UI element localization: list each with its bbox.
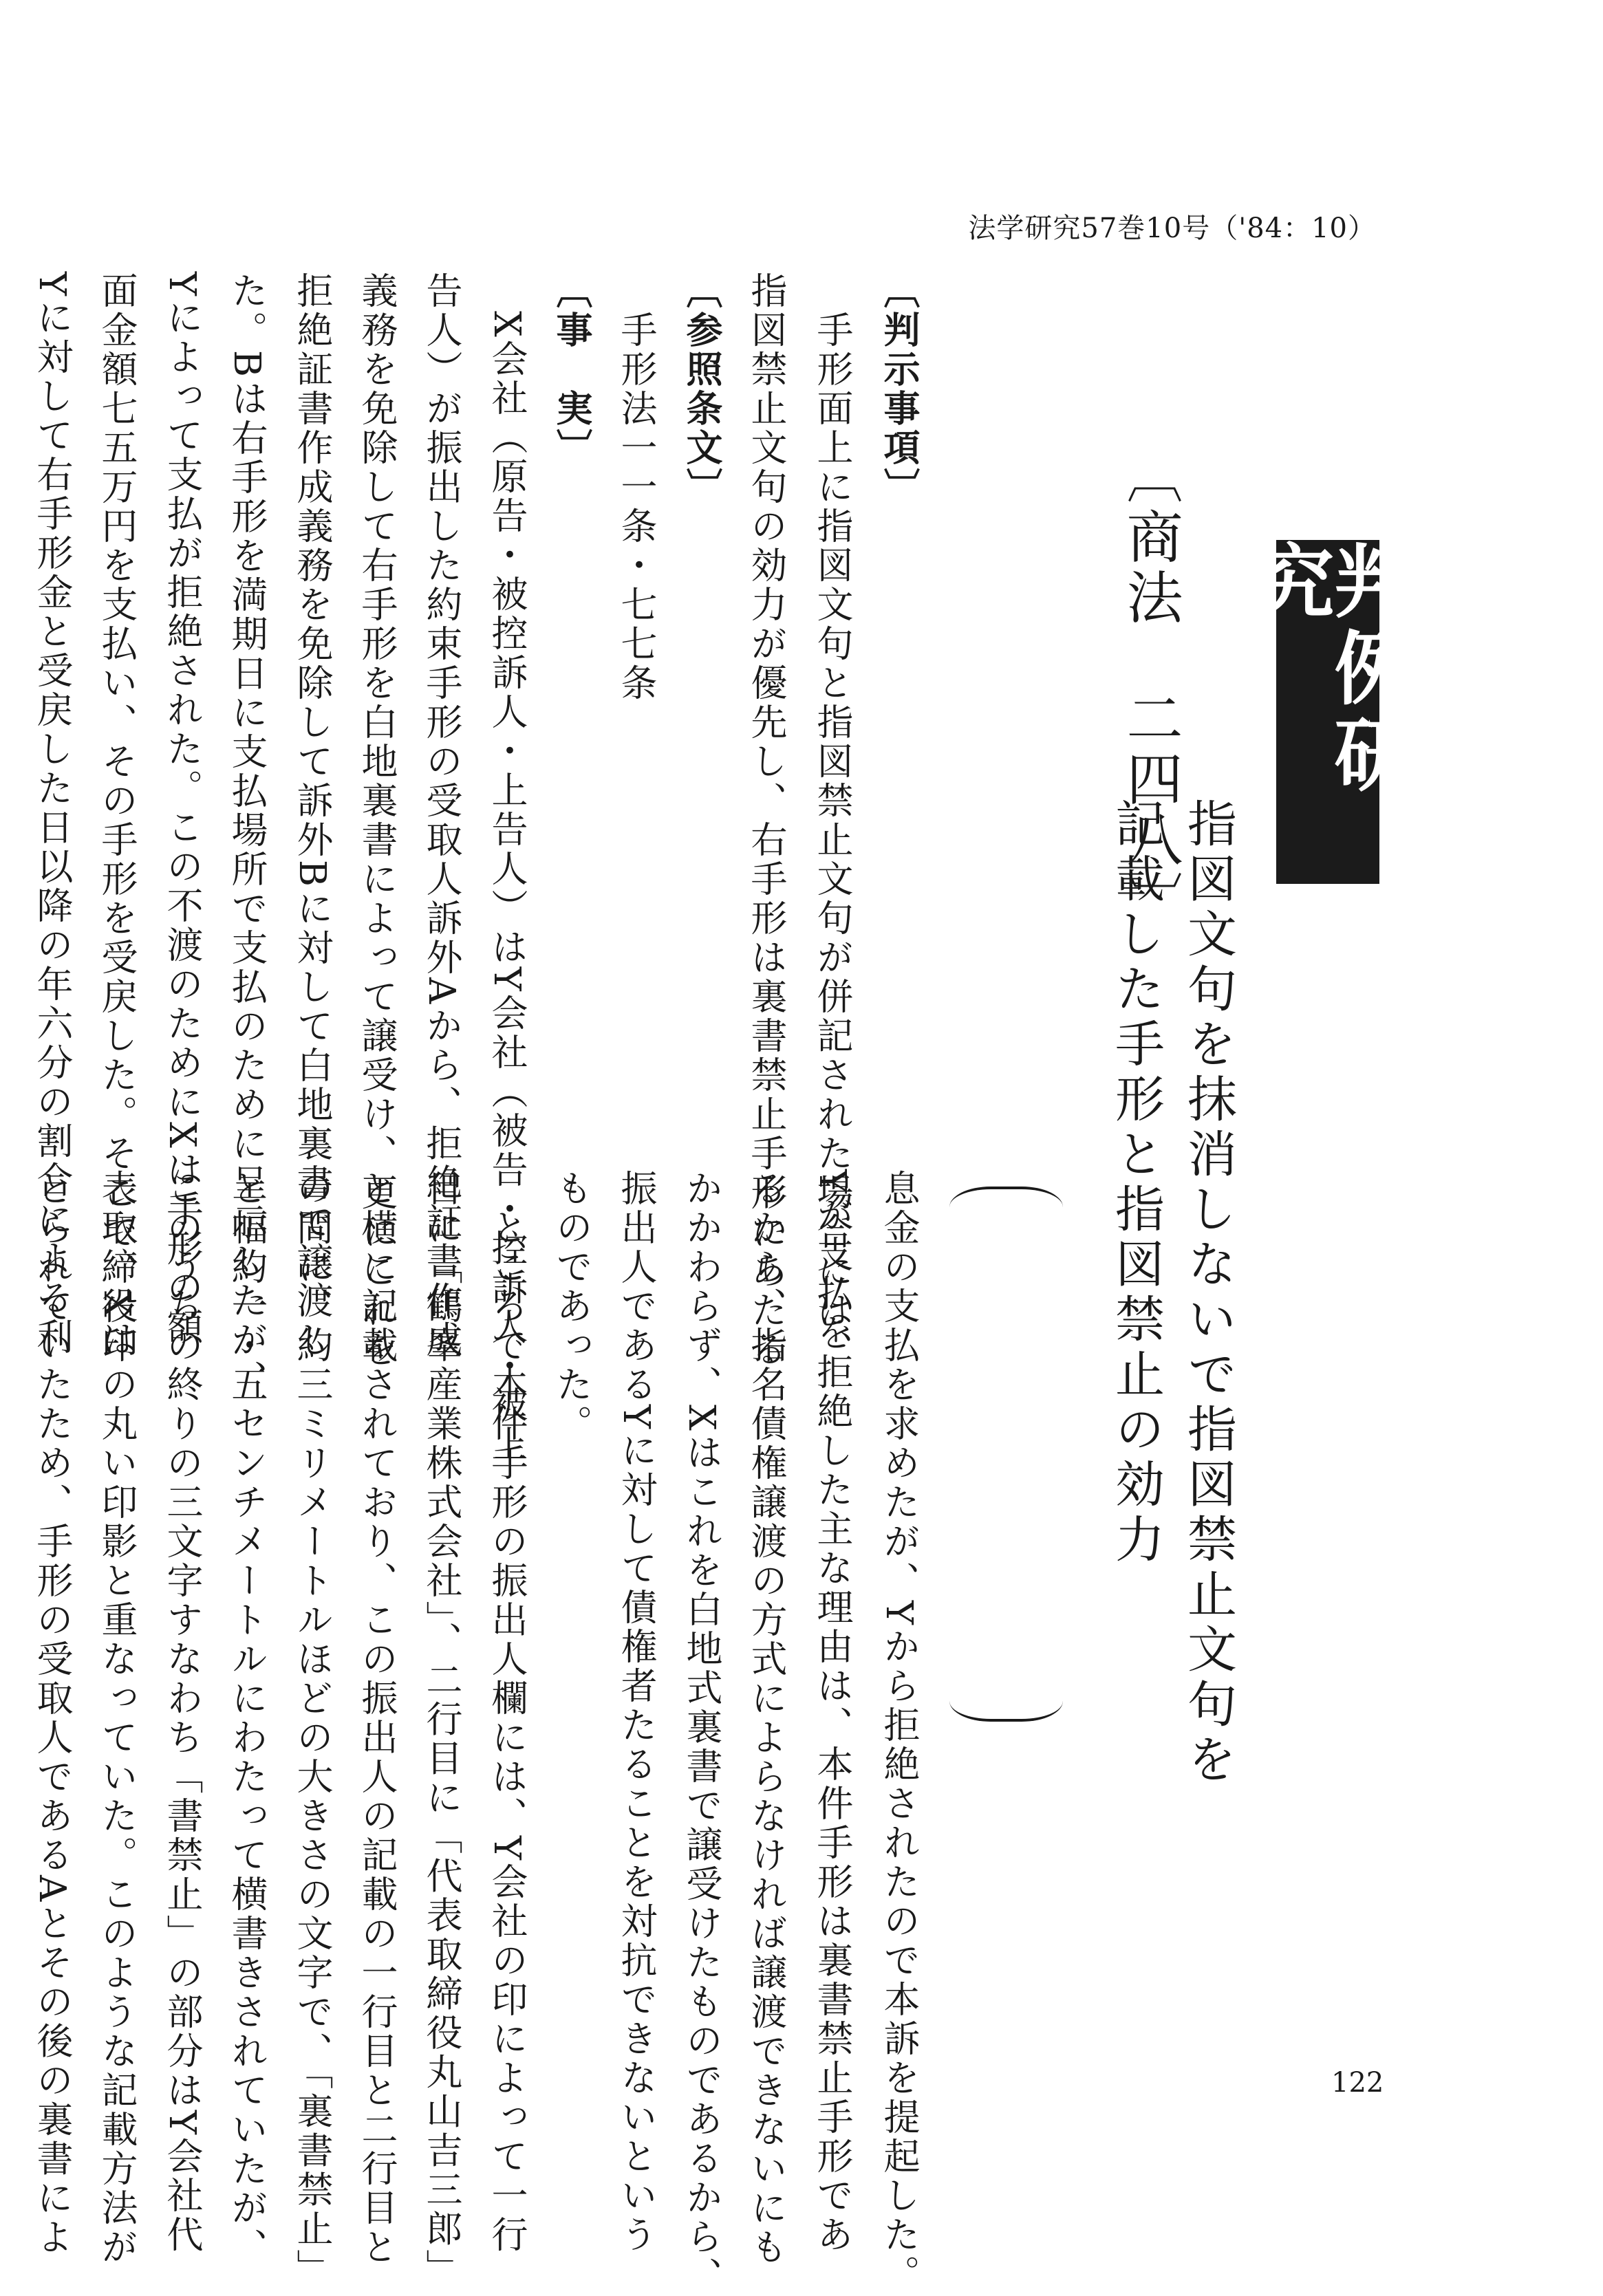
- body-column: とられていたため、手形の受取人であるAとその後の裏書によ: [31, 1169, 73, 2257]
- body-column: このうちの終りの三文字すなわち「書禁止」の部分はY会社代: [161, 1169, 203, 2255]
- body-column: 告人）が振出した約束手形の受取人訴外Aから、拒絶証書作成: [420, 272, 462, 1360]
- body-column: 手形面上に指図文句と指図禁止文句が併記された場合には、: [811, 272, 853, 1369]
- body-column: と横に記載されており、この振出人の記載の一行目と二行目と: [356, 1169, 398, 2267]
- article-title-line-1: 指図文句を抹消しないで指図禁止文句を: [1179, 798, 1237, 1788]
- body-column: るから、指名債権譲渡の方式によらなければ譲渡できないにも: [745, 1169, 787, 2267]
- body-column: と幅約一・五センチメートルにわたって横書きされていたが、: [226, 1169, 268, 2267]
- body-column: 義務を免除して右手形を白地裏書によって譲受け、更にこれを: [356, 272, 398, 1369]
- body-column: かかわらず、Xはこれを白地式裏書で譲受けたものであるから、: [680, 1169, 722, 2296]
- section-heading-statutes: 〔参照条文〕: [680, 272, 723, 507]
- citation-block: [960, 1204, 1603, 1744]
- badge-text: 判例研究: [1241, 540, 1414, 800]
- page-number: 122: [1331, 2067, 1384, 2099]
- article-title-line-2: 記載した手形と指図禁止の効力: [1107, 798, 1165, 1568]
- running-header: 法学研究57巻10号（'84：10）: [968, 213, 1376, 244]
- body-column: 目に「鶴峯産業株式会社」、二行目に「代表取締役丸山吉三郎」: [420, 1169, 462, 2288]
- body-column: 面金額七五万円を支払い、その手形を受戻した。そこで、Xは: [96, 272, 138, 1359]
- body-column: Yに対して右手形金と受戻した日以降の年六分の割合による利: [31, 272, 73, 1357]
- body-column: 息金の支払を求めたが、Yから拒絶されたので本訴を提起した。: [878, 1169, 920, 2294]
- body-column: Yによって支払が拒絶された。この不渡のためにXは手形の額: [161, 272, 203, 1347]
- body-column: 振出人であるYに対して債権者たることを対抗できないという: [615, 1169, 657, 2255]
- body-column: の間に、約三ミリメートルほどの大きさの文字で、「裏書禁止」: [291, 1169, 333, 2288]
- body-column: 指図禁止文句の効力が優先し、右手形は裏書禁止手形にあたる: [745, 272, 787, 1369]
- body-column: ものであった。: [550, 1169, 592, 1444]
- body-column: Yが支払を拒絶した主な理由は、本件手形は裏書禁止手形であ: [811, 1169, 853, 2255]
- body-column: た。Bは右手形を満期日に支払場所で支払のために呈示したが、: [226, 272, 268, 1399]
- body-column: ところで本件手形の振出人欄には、Y会社の印によって一行: [486, 1169, 528, 2255]
- body-column: 手形法一一条・七七条: [615, 272, 657, 703]
- section-heading-facts: 〔事 実〕: [550, 272, 593, 468]
- body-column: 表取締役印の丸い印影と重なっていた。このような記載方法が: [96, 1169, 138, 2267]
- case-study-badge: [1241, 540, 1414, 884]
- body-column: X会社（原告・被控訴人・上告人）はY会社（被告・控訴人・被上: [486, 272, 528, 1464]
- body-column: 拒絶証書作成義務を免除して訴外Bに対して白地裏書で譲渡し: [291, 272, 333, 1360]
- section-heading-holding: 〔判示事項〕: [878, 272, 921, 507]
- case-label: 〔商法 二四八〕: [1117, 447, 1183, 931]
